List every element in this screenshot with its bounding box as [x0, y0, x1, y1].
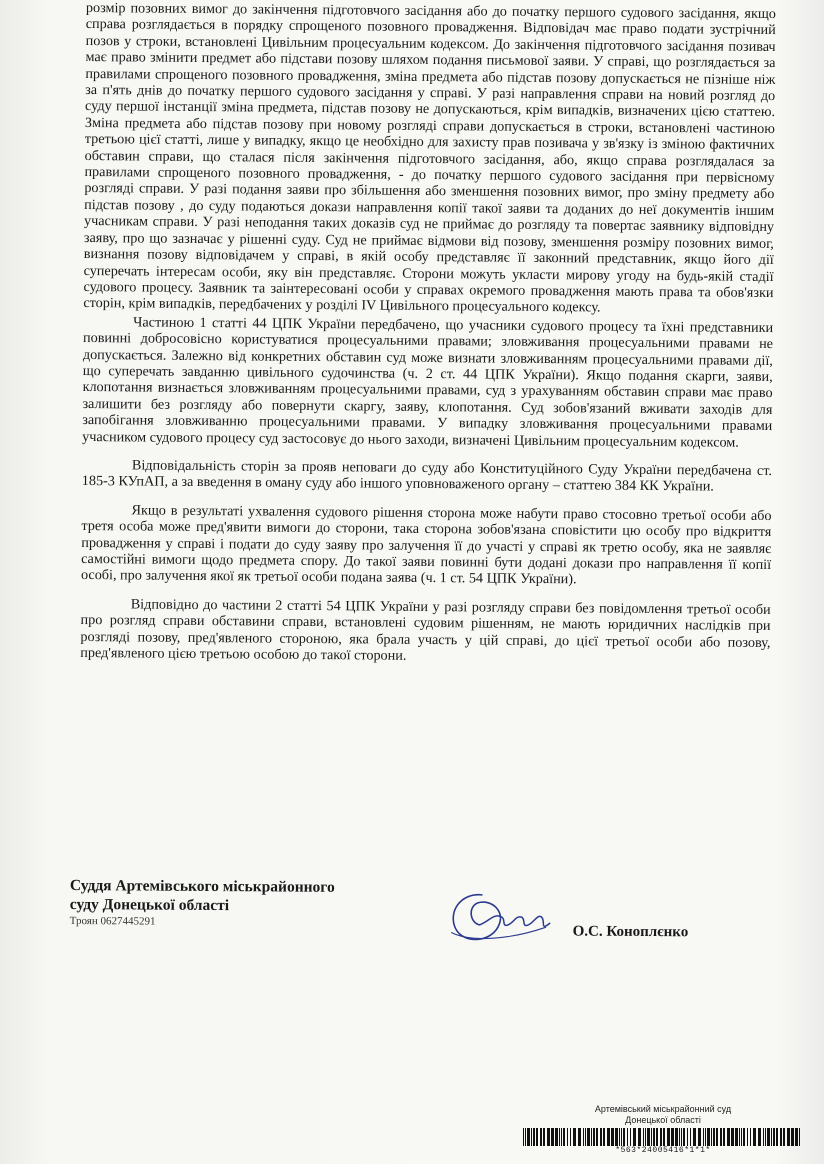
barcode-bar: [630, 1128, 631, 1146]
barcode-bar: [527, 1128, 530, 1146]
barcode-bar: [638, 1128, 641, 1146]
court-stamp: [518, 1104, 808, 1160]
barcode-bar: [683, 1128, 685, 1146]
barcode-bar: [619, 1128, 620, 1146]
barcode-bar: [687, 1128, 688, 1146]
paragraph-2: Частиною 1 статті 44 ЦПК України передбачено, що учасники судового процесу та їхні представники повинні добросовісно користуватися процесуальними правами; зловживання процесуальними правами не допускається. Залежно від конкретних обставин суд може визнати зловживанням процесуальними правами дії, що суперечать завданню цивільного судочинства (ч. 2 ст. 44 ЦПК України). Якщо подання скарги, заяви, клопотання визнається зловживанням процесуальними правами, суд з урахуванням обставин справи має право залишити без розгляду або повернути скаргу, заяву, клопотання. Суд зобов'язаний вживати заходів для запобігання зловживанню процесуальними правами. У випадку зловживання процесуальними правами учасником судового процесу суд застосовує до нього заходи, визначені Цивільним процесуальним кодексом.: [82, 314, 774, 451]
barcode-bar: [679, 1128, 680, 1146]
barcode-bar: [540, 1128, 542, 1146]
barcode-bar: [555, 1128, 558, 1146]
barcode-bar: [570, 1128, 571, 1146]
barcode-bar: [621, 1128, 622, 1146]
barcode-bar: [758, 1128, 761, 1146]
signature-block: [69, 876, 770, 961]
paragraph-4: Якщо в результаті ухвалення судового рішення сторона може набути право стосовно третьої особи або третя особа може пред'явити вимоги до сторони, така сторона зобов'язана сповістити цю особу про відкриття провадження у справі і подати до суду заяву про залучення її до участі у справі як третю особу, яка не заявляє самостійні вимоги щодо предмета спору. До такої заяви повинні бути додані докази про направлення її копії особі, про залучення якої як третьої особи подана заява (ч. 1 ст. 54 ЦПК України).: [80, 502, 772, 588]
barcode-bar: [587, 1128, 590, 1146]
barcode-bar: [716, 1128, 718, 1146]
barcode-bar: [660, 1128, 662, 1146]
barcode-bar: [578, 1128, 581, 1146]
barcode-bar: [773, 1128, 775, 1146]
barcode-bar: [600, 1128, 602, 1146]
barcode-bar: [615, 1128, 618, 1146]
judge-title-line-2: суду Донецької області: [69, 895, 230, 915]
barcode-icon: [523, 1128, 803, 1146]
barcode-bar: [681, 1128, 682, 1146]
barcode-bar: [596, 1128, 598, 1146]
barcode-bar: [623, 1128, 625, 1146]
barcode-bar: [713, 1128, 715, 1146]
barcode-bar: [741, 1128, 742, 1146]
barcode-bar: [787, 1128, 790, 1146]
barcode-bar: [627, 1128, 628, 1146]
barcode-bar: [593, 1128, 595, 1146]
barcode-bar: [611, 1128, 614, 1146]
barcode-bar: [705, 1128, 706, 1146]
barcode-bar: [731, 1128, 734, 1146]
barcode-bar: [653, 1128, 655, 1146]
barcode-bar: [573, 1128, 576, 1146]
barcode-bar: [711, 1128, 712, 1146]
barcode-bar: [671, 1128, 674, 1146]
barcode-bar: [559, 1128, 560, 1146]
barcode-bar: [690, 1128, 691, 1146]
stamp-court-line-1: Артемівський міськрайонний суд: [594, 1104, 732, 1114]
barcode-bar: [583, 1128, 584, 1146]
barcode-bar: [523, 1128, 524, 1146]
handwritten-signature-icon: [441, 883, 561, 954]
barcode-bar: [663, 1128, 665, 1146]
barcode-bar: [607, 1128, 610, 1146]
barcode-bar: [765, 1128, 766, 1146]
barcode-bar: [750, 1128, 751, 1146]
barcode-bar: [585, 1128, 586, 1146]
document-body: [80, 0, 776, 667]
barcode-bar: [723, 1128, 725, 1146]
paragraph-1: розмір позовних вимог до закінчення підготовчого засідання або до початку першого судового засідання, якщо справа розглядається в порядку спрощеного позовного провадження. Відповідач має право подати зустрічний позов у строки, встановлені Цивільним процесуальним кодексом. До закінчення підготовчого засідання позивач має право змінити предмет або підстави позову шляхом подання письмової заяви. У справі, що розглядається за правилами спрощеного позовного провадження, зміна предмета або підстав позову допускається не пізніше ніж за п'ять днів до початку першого судового засідання у справі. У разі направлення справи на новий розгляд до суду першої інстанції зміна предмета, підстав позову не допускаються, крім випадків, визначених цією статтею. Зміна предмета або підстав позову при новому розгляді справи допускається в строки, встановлені частиною третьою цієї статті, лише у випадку, якщо це необхідно для захисту прав позивача у зв'язку із зміною фактичних обставин справи, що сталася після закінчення підготовчого засідання, або, якщо справа розглядалася за правилами спрощеного позовного провадження, - до початку першого судового засідання при первісному розгляді справи. У разі подання заяви про збільшення або зменшення позовних вимог, про зміну предмету або підстав позову , до суду подаються докази направлення копії такої заяви та доданих до неї документів іншим учасникам справи. У разі неподання таких доказів суд не приймає до розгляду та повертає заявнику відповідну заяву, про що зазначає у рішенні суду. Суд не приймає відмови від позову, зменшення розміру позовних вимог, визнання позову відповідачем у справі, в якій особу представляє її законний представник, якщо його дії суперечать інтересам особи, яку він представляє. Сторони можуть укласти мирову угоду на будь-якій стадії судового процесу. Заявник та заінтересовані особи у справах окремого провадження мають права та обов'язки сторін, крім випадків, передбачених у розділі IV Цивільного процесуального кодексу.: [83, 0, 776, 316]
barcode-bar: [645, 1128, 646, 1146]
barcode-bar: [643, 1128, 644, 1146]
barcode-bar: [651, 1128, 652, 1146]
barcode-bar: [698, 1128, 701, 1146]
paragraph-5: Відповідно до частини 2 статті 54 ЦПК України у разі розгляду справи без повідомлення третьої особи про розгляд справи обставини справи, встановлені судовим рішенням, не мають юридичних наслідків при розгляді позову, пред'явленого стороною, яка брала участь у цій справі, до цієї третьої особи або позову, пред'явленого цією третьою особою до такої сторони.: [80, 596, 771, 664]
stamp-court-line-2: Донецької області: [625, 1115, 701, 1125]
barcode-bar: [780, 1128, 782, 1146]
barcode-bar: [720, 1128, 722, 1146]
barcode-bar: [551, 1128, 554, 1146]
barcode-bar: [739, 1128, 740, 1146]
judge-name: О.С. Коноплєнко: [572, 923, 689, 941]
judge-title-line-1: Суддя Артемівського міськрайонного: [69, 877, 335, 896]
barcode-bar: [743, 1128, 745, 1146]
barcode-bar: [533, 1128, 535, 1146]
barcode-bar: [647, 1128, 650, 1146]
paragraph-3: Відповідальність сторін за прояв неповаги до суду або Конституційного Суду України передбачена ст. 185-3 КУпАП, а за введення в оману суду або іншого уповноваженого органу – статтею 384 КК України.: [81, 457, 772, 495]
barcode-bar: [667, 1128, 670, 1146]
barcode-bar: [799, 1128, 800, 1146]
phone-line: Троян 0627445291: [69, 914, 156, 928]
barcode-bar: [776, 1128, 778, 1146]
barcode-bar: [543, 1128, 545, 1146]
barcode-number: *563*24005416*1*1*: [615, 1146, 711, 1155]
barcode-bar: [791, 1128, 794, 1146]
barcode-bar: [795, 1128, 798, 1146]
barcode-bar: [707, 1128, 710, 1146]
barcode-bar: [591, 1128, 592, 1146]
barcode-bar: [747, 1128, 748, 1146]
barcode-bar: [771, 1128, 772, 1146]
barcode-bar: [567, 1128, 568, 1146]
barcode-bar: [547, 1128, 550, 1146]
barcode-bar: [525, 1128, 526, 1146]
barcode-bar: [727, 1128, 730, 1146]
barcode-bar: [633, 1128, 636, 1146]
barcode-bar: [767, 1128, 770, 1146]
barcode-bar: [703, 1128, 704, 1146]
barcode-bar: [561, 1128, 562, 1146]
barcode-bar: [675, 1128, 678, 1146]
barcode-bar: [693, 1128, 696, 1146]
barcode-bar: [735, 1128, 738, 1146]
barcode-bar: [763, 1128, 764, 1146]
barcode-bar: [603, 1128, 605, 1146]
barcode-bar: [531, 1128, 532, 1146]
barcode-bar: [783, 1128, 785, 1146]
barcode-bar: [753, 1128, 756, 1146]
barcode-bar: [563, 1128, 565, 1146]
barcode-bar: [656, 1128, 658, 1146]
barcode-bar: [536, 1128, 538, 1146]
